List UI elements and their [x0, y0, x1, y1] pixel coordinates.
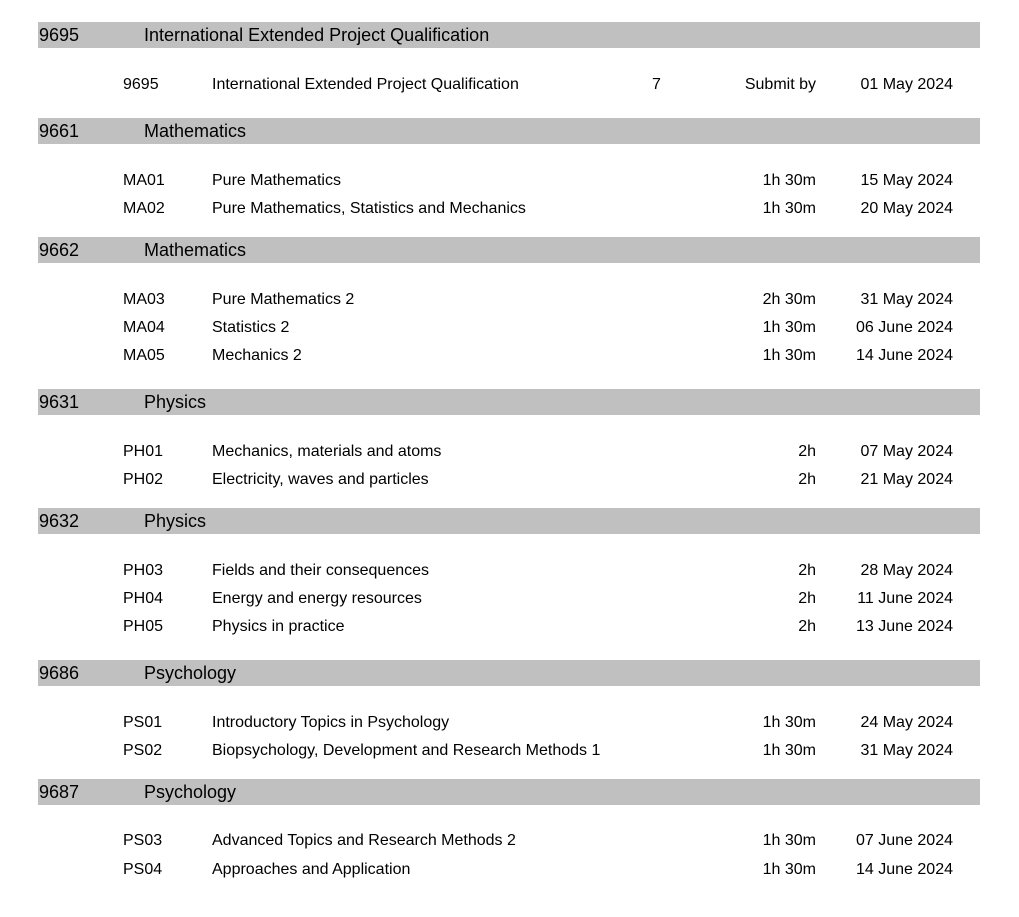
section-code: 9686: [39, 663, 80, 683]
paper-row: [0, 712, 1019, 734]
paper-row: [0, 740, 1019, 762]
section-header: [38, 237, 980, 263]
paper-date: 20 May 2024: [860, 200, 953, 217]
paper-row: [0, 469, 1019, 491]
paper-row: [0, 441, 1019, 463]
section-header: [38, 508, 980, 534]
section-code: 9662: [39, 240, 80, 260]
paper-date: 14 June 2024: [856, 861, 953, 878]
paper-row: [0, 198, 1019, 220]
paper-code: PH01: [123, 443, 164, 460]
section-header: [38, 660, 980, 686]
paper-date: 01 May 2024: [860, 76, 953, 93]
paper-row: [0, 859, 1019, 881]
paper-title: Energy and energy resources: [212, 590, 422, 607]
paper-duration: 1h 30m: [762, 200, 816, 217]
paper-title: Biopsychology, Development and Research Methods 1: [212, 742, 601, 759]
paper-code: 9695: [123, 76, 159, 93]
paper-duration: 2h: [798, 471, 816, 488]
paper-row: [0, 616, 1019, 638]
paper-duration: 1h 30m: [762, 742, 816, 759]
section-title: Mathematics: [144, 121, 247, 141]
section-header: [38, 22, 980, 48]
paper-title: Physics in practice: [212, 618, 345, 635]
paper-duration: Submit by: [744, 76, 816, 93]
section-header: [38, 389, 980, 415]
paper-duration: 2h 30m: [762, 291, 816, 308]
paper-code: PS02: [123, 742, 163, 759]
paper-code: MA03: [123, 291, 165, 308]
paper-code: PH03: [123, 562, 164, 579]
paper-duration: 1h 30m: [762, 861, 816, 878]
paper-row: [0, 560, 1019, 582]
paper-date: 28 May 2024: [860, 562, 953, 579]
paper-date: 14 June 2024: [856, 347, 953, 364]
paper-row: [0, 345, 1019, 367]
paper-code: PH05: [123, 618, 164, 635]
section-title: Physics: [144, 392, 207, 412]
paper-row: [0, 289, 1019, 311]
paper-code: PS01: [123, 714, 163, 731]
section-title: Physics: [144, 511, 207, 531]
paper-title: Fields and their consequences: [212, 562, 430, 579]
paper-row: [0, 830, 1019, 852]
paper-title: Pure Mathematics, Statistics and Mechanics: [212, 200, 526, 217]
paper-title: Advanced Topics and Research Methods 2: [212, 832, 516, 849]
paper-title: Mechanics, materials and atoms: [212, 443, 442, 460]
paper-duration: 1h 30m: [762, 172, 816, 189]
section-title: Mathematics: [144, 240, 247, 260]
section-title: International Extended Project Qualification: [144, 25, 490, 45]
paper-date: 13 June 2024: [856, 618, 953, 635]
paper-date: 06 June 2024: [856, 319, 953, 336]
paper-row: [0, 74, 1019, 96]
paper-title: Mechanics 2: [212, 347, 302, 364]
paper-date: 31 May 2024: [860, 742, 953, 759]
paper-date: 24 May 2024: [860, 714, 953, 731]
paper-duration: 2h: [798, 618, 816, 635]
paper-row: [0, 170, 1019, 192]
paper-title: Electricity, waves and particles: [212, 471, 429, 488]
paper-duration: 2h: [798, 443, 816, 460]
paper-code: PH04: [123, 590, 164, 607]
paper-duration: 1h 30m: [762, 319, 816, 336]
paper-title: International Extended Project Qualification: [212, 76, 519, 93]
paper-duration: 1h 30m: [762, 832, 816, 849]
paper-title: Pure Mathematics: [212, 172, 341, 189]
paper-title: Approaches and Application: [212, 861, 411, 878]
section-code: 9661: [39, 121, 80, 141]
section-header: [38, 118, 980, 144]
paper-date: 07 May 2024: [860, 443, 953, 460]
paper-code: MA05: [123, 347, 165, 364]
section-title: Psychology: [144, 663, 237, 683]
paper-duration: 1h 30m: [762, 347, 816, 364]
paper-extra: 7: [652, 76, 661, 93]
paper-row: [0, 588, 1019, 610]
section-code: 9687: [39, 782, 80, 802]
section-title: Psychology: [144, 782, 237, 802]
paper-date: 07 June 2024: [856, 832, 953, 849]
paper-title: Statistics 2: [212, 319, 290, 336]
section-code: 9632: [39, 511, 80, 531]
section-code: 9631: [39, 392, 80, 412]
paper-code: MA02: [123, 200, 165, 217]
paper-code: PS03: [123, 832, 163, 849]
section-code: 9695: [39, 25, 80, 45]
paper-code: PH02: [123, 471, 164, 488]
paper-code: MA04: [123, 319, 165, 336]
paper-title: Pure Mathematics 2: [212, 291, 355, 308]
paper-date: 31 May 2024: [860, 291, 953, 308]
paper-duration: 2h: [798, 562, 816, 579]
paper-code: PS04: [123, 861, 163, 878]
paper-code: MA01: [123, 172, 165, 189]
paper-duration: 2h: [798, 590, 816, 607]
paper-date: 15 May 2024: [860, 172, 953, 189]
paper-duration: 1h 30m: [762, 714, 816, 731]
paper-row: [0, 317, 1019, 339]
paper-title: Introductory Topics in Psychology: [212, 714, 450, 731]
section-header: [38, 779, 980, 805]
paper-date: 21 May 2024: [860, 471, 953, 488]
paper-date: 11 June 2024: [857, 590, 953, 607]
